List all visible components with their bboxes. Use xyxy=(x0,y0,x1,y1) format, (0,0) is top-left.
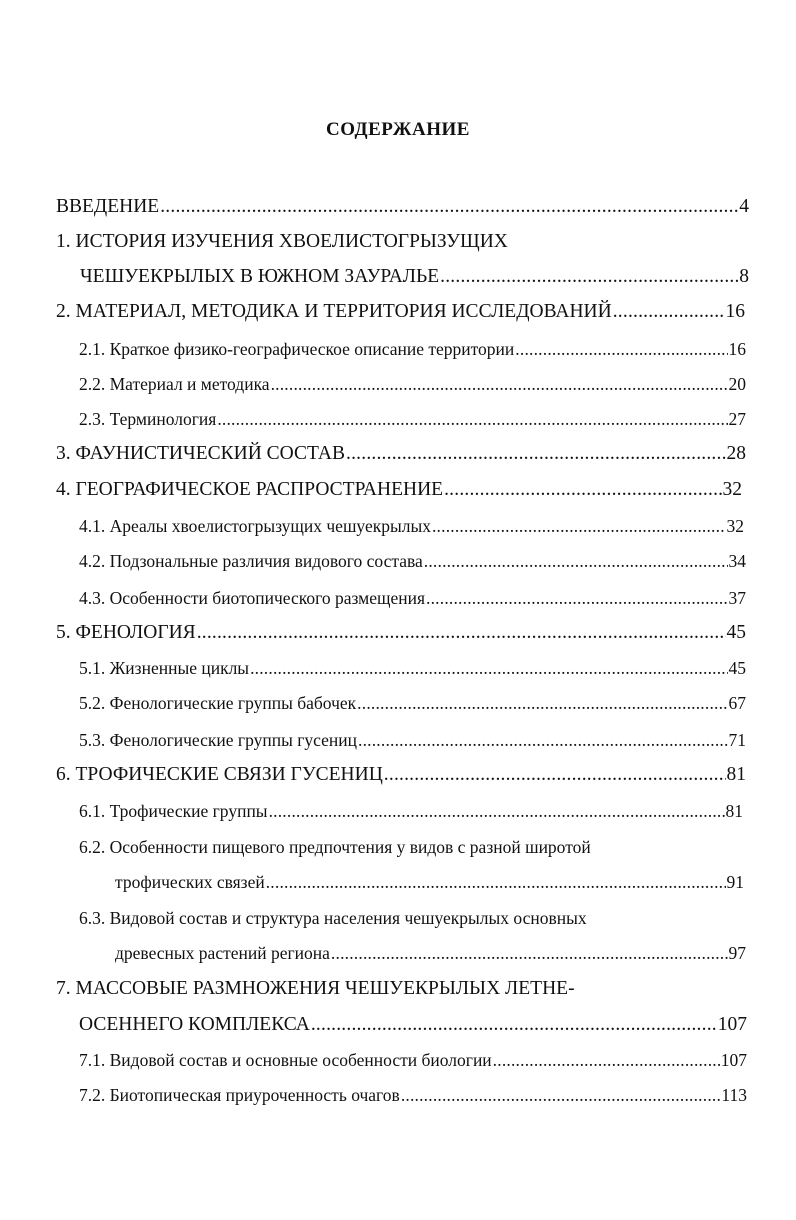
toc-entry-s5-2 xyxy=(79,690,746,716)
toc-page-number: 107 xyxy=(717,1014,747,1035)
page-title: СОДЕРЖАНИЕ xyxy=(326,119,470,140)
toc-entry-ch6 xyxy=(56,762,746,788)
toc-page-number: 32 xyxy=(722,479,742,500)
toc-leader-dots xyxy=(160,194,738,220)
toc-entry-text: 6.1. Трофические группы xyxy=(79,801,268,821)
toc-entry-text: 2.2. Материал и методика xyxy=(79,374,270,394)
toc-entry-text: ЧЕШУЕКРЫЛЫХ В ЮЖНОМ ЗАУРАЛЬЕ xyxy=(80,266,440,287)
toc-leader-dots xyxy=(250,655,727,681)
toc-leader-dots xyxy=(357,690,727,716)
toc-entry-text: 6. ТРОФИЧЕСКИЕ СВЯЗИ ГУСЕНИЦ xyxy=(56,764,383,785)
toc-page-number: 8 xyxy=(739,266,749,287)
toc-leader-dots xyxy=(311,1012,717,1038)
toc-entry-intro xyxy=(56,194,749,220)
toc-entry-ch7-line1: 7. МАССОВЫЕ РАЗМНОЖЕНИЯ ЧЕШУЕКРЫЛЫХ ЛЕТНЕ- xyxy=(56,978,575,999)
toc-page-number: 107 xyxy=(720,1050,747,1070)
toc-entry-s6-3-line1: 6.3. Видовой состав и структура населения чешуекрылых основных xyxy=(79,908,587,928)
toc-entry-text: 4. ГЕОГРАФИЧЕСКОЕ РАСПРОСТРАНЕНИЕ xyxy=(56,479,444,500)
toc-leader-dots xyxy=(440,264,738,290)
toc-entry-s5-1 xyxy=(79,655,746,681)
toc-page-number: 71 xyxy=(728,730,746,750)
toc-entry-text: 3. ФАУНИСТИЧЕСКИЙ СОСТАВ xyxy=(56,443,346,464)
toc-entry-text: 7.2. Биотопическая приуроченность очагов xyxy=(79,1085,400,1105)
toc-leader-dots xyxy=(515,336,727,362)
toc-entry-ch1-line1: 1. ИСТОРИЯ ИЗУЧЕНИЯ ХВОЕЛИСТОГРЫЗУЩИХ xyxy=(56,231,508,252)
toc-leader-dots xyxy=(358,727,728,753)
toc-entry-text: трофических связей xyxy=(115,872,265,892)
toc-leader-dots xyxy=(269,798,725,824)
toc-entry-s2-1 xyxy=(79,336,746,362)
toc-entry-s6-2-line1: 6.2. Особенности пищевого предпочтения у видов с разной широтой xyxy=(79,837,591,857)
toc-leader-dots xyxy=(444,477,721,503)
toc-leader-dots xyxy=(401,1082,721,1108)
toc-entry-text: 5.3. Фенологические группы гусениц xyxy=(79,730,357,750)
toc-leader-dots xyxy=(197,620,726,646)
toc-leader-dots xyxy=(493,1047,720,1073)
toc-page-number: 28 xyxy=(726,443,746,464)
toc-leader-dots xyxy=(217,406,727,432)
toc-entry-s4-1 xyxy=(79,513,744,539)
toc-leader-dots xyxy=(331,940,728,966)
toc-page-number: 16 xyxy=(725,301,745,322)
toc-entry-s5-3 xyxy=(79,727,746,753)
toc-entry-text: ВВЕДЕНИЕ xyxy=(56,196,160,217)
toc-leader-dots xyxy=(271,371,728,397)
toc-entry-text: 5.1. Жизненные циклы xyxy=(79,658,250,678)
toc-entry-ch2 xyxy=(56,299,745,325)
toc-page-number: 45 xyxy=(728,658,746,678)
toc-page-number: 97 xyxy=(728,943,746,963)
toc-page-number: 34 xyxy=(728,551,746,571)
toc-entry-text: 2.3. Терминология xyxy=(79,409,217,429)
toc-page-number: 37 xyxy=(728,588,746,608)
toc-leader-dots xyxy=(424,548,728,574)
toc-entry-ch1 xyxy=(80,264,749,290)
toc-entry-ch5 xyxy=(56,620,746,646)
toc-entry-text: 5. ФЕНОЛОГИЯ xyxy=(56,622,196,643)
toc-entry-s2-2 xyxy=(79,371,746,397)
toc-entry-s4-3 xyxy=(79,585,746,611)
toc-entry-ch4 xyxy=(56,477,742,503)
toc-page-number: 113 xyxy=(721,1085,747,1105)
toc-entry-text: 4.1. Ареалы хвоелистогрызущих чешуекрылых xyxy=(79,516,431,536)
toc-entry-s7-2 xyxy=(79,1082,747,1108)
toc-entry-text: 2.1. Краткое физико-географическое описание территории xyxy=(79,339,515,359)
toc-leader-dots xyxy=(346,441,725,467)
toc-entry-text: ОСЕННЕГО КОМПЛЕКСА xyxy=(79,1014,310,1035)
toc-leader-dots xyxy=(613,299,725,325)
toc-page-number: 27 xyxy=(728,409,746,429)
toc-entry-text: 7.1. Видовой состав и основные особенности биологии xyxy=(79,1050,492,1070)
toc-page-number: 81 xyxy=(725,801,743,821)
toc-entry-s7-1 xyxy=(79,1047,747,1073)
toc-leader-dots xyxy=(384,762,726,788)
toc-page-number: 81 xyxy=(726,764,746,785)
toc-entry-text: 2. МАТЕРИАЛ, МЕТОДИКА И ТЕРРИТОРИЯ ИССЛЕДОВАНИЙ xyxy=(56,301,612,322)
toc-page-number: 91 xyxy=(726,872,744,892)
toc-entry-s6-3 xyxy=(115,940,746,966)
toc-page-number: 45 xyxy=(726,622,746,643)
toc-leader-dots xyxy=(432,513,726,539)
toc-entry-s4-2 xyxy=(79,548,746,574)
toc-entry-ch3 xyxy=(56,441,746,467)
toc-entry-text: 4.3. Особенности биотопического размещения xyxy=(79,588,426,608)
toc-page-number: 20 xyxy=(728,374,746,394)
toc-page-number: 4 xyxy=(739,196,749,217)
toc-entry-s6-2 xyxy=(115,869,744,895)
toc-entry-text: 5.2. Фенологические группы бабочек xyxy=(79,693,357,713)
toc-entry-s6-1 xyxy=(79,798,743,824)
toc-entry-text: древесных растений региона xyxy=(115,943,330,963)
toc-entry-s2-3 xyxy=(79,406,746,432)
toc-leader-dots xyxy=(426,585,727,611)
toc-page-number: 67 xyxy=(728,693,746,713)
toc-entry-text: 4.2. Подзональные различия видового состава xyxy=(79,551,423,571)
toc-page-number: 32 xyxy=(726,516,744,536)
toc-entry-ch7 xyxy=(79,1012,747,1038)
toc-leader-dots xyxy=(266,869,726,895)
toc-page-number: 16 xyxy=(728,339,746,359)
